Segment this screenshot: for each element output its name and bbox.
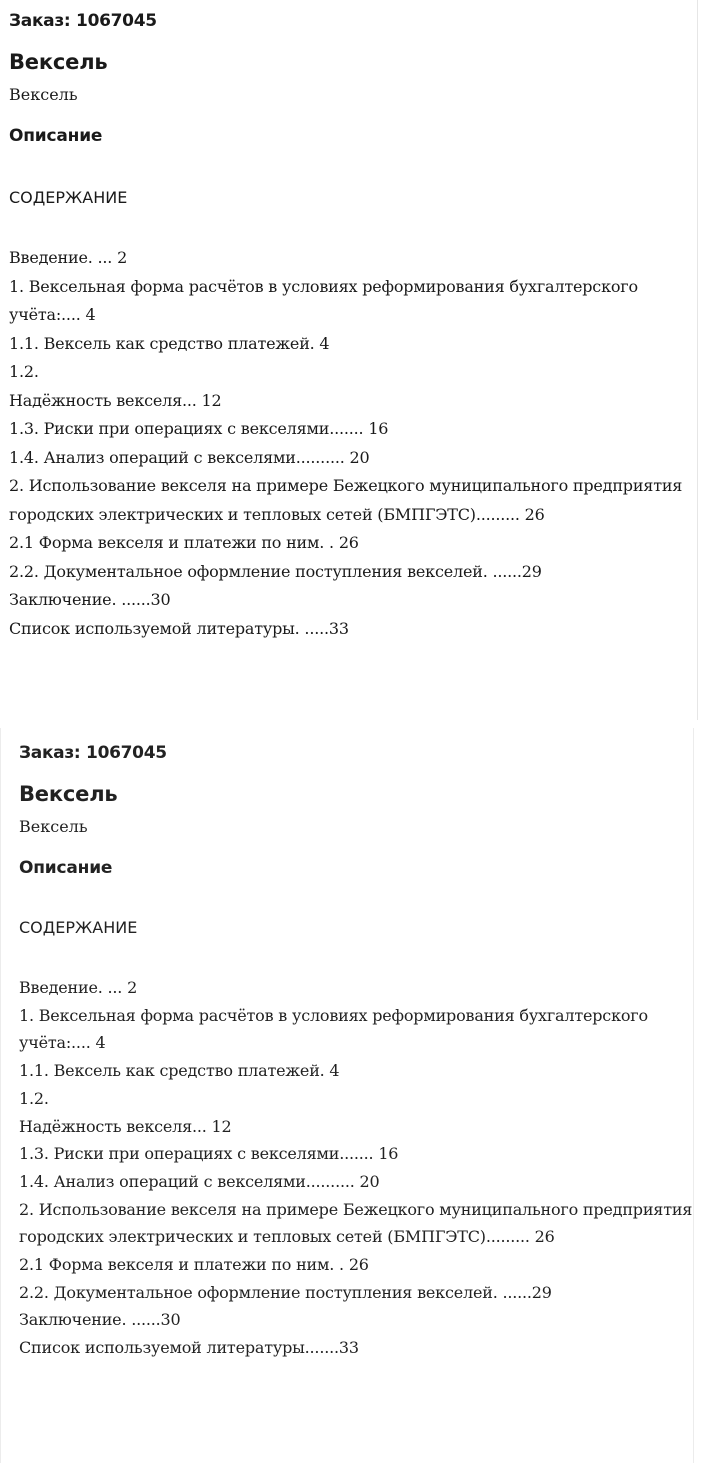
toc-item: 1. Вексельная форма расчётов в условиях реформирования бухгалтерского учёта:.... 4 — [9, 276, 643, 324]
toc-item: 2.1 Форма векселя и платежи по ним. . 26 — [9, 533, 359, 552]
document-subtitle: Вексель — [19, 817, 88, 836]
toc-item: 1.3. Риски при операциях с векселями....... 16 — [9, 419, 389, 438]
table-of-contents — [9, 244, 689, 643]
toc-item: 1. Вексельная форма расчётов в условиях реформирования бухгалтерского учёта:.... 4 — [19, 1005, 653, 1053]
toc-item: Список используемой литературы. .....33 — [9, 618, 349, 638]
document-title: Вексель — [9, 50, 108, 74]
toc-item: 1.2. — [9, 362, 39, 381]
table-of-contents — [19, 974, 698, 1362]
document-card-copy — [0, 728, 698, 1463]
toc-item: 1.4. Анализ операций с векселями.......... 20 — [19, 1171, 380, 1191]
toc-item: 1.3. Риски при операциях с векселями....... 16 — [19, 1144, 399, 1164]
document-subtitle: Вексель — [9, 85, 78, 104]
document-card-primary — [0, 0, 689, 643]
toc-item: 1.1. Вексель как средство платежей. 4 — [19, 1061, 340, 1081]
toc-heading: СОДЕРЖАНИЕ — [19, 918, 138, 937]
order-number: Заказ: 1067045 — [19, 743, 167, 763]
toc-item: 1.1. Вексель как средство платежей. 4 — [9, 333, 330, 353]
toc-item: 2.1 Форма векселя и платежи по ним. . 26 — [19, 1255, 369, 1275]
toc-item: 2. Использование векселя на примере Бежецкого муниципального предприятия городских электрических и тепловых сетей (БМПГЭТС)......... 26 — [19, 1199, 698, 1247]
toc-item: 2.2. Документальное оформление поступления векселей. ......29 — [9, 561, 542, 581]
frame-divider — [697, 0, 698, 720]
toc-item: Заключение. ......30 — [19, 1310, 181, 1330]
order-number: Заказ: 1067045 — [9, 11, 157, 31]
toc-item: Введение. ... 2 — [9, 248, 128, 267]
toc-item: Введение. ... 2 — [19, 978, 138, 997]
toc-item: Список используемой литературы.......33 — [19, 1338, 359, 1358]
toc-heading: СОДЕРЖАНИЕ — [9, 188, 128, 207]
toc-item: 1.2. — [19, 1088, 49, 1108]
document-title: Вексель — [19, 782, 118, 806]
toc-item: Надёжность векселя... 12 — [9, 390, 222, 410]
description-heading: Описание — [9, 126, 103, 146]
toc-item: Заключение. ......30 — [9, 590, 171, 609]
toc-item: Надёжность векселя... 12 — [19, 1116, 232, 1136]
description-heading: Описание — [19, 858, 113, 878]
toc-item: 2. Использование векселя на примере Бежецкого муниципального предприятия городских электрических и тепловых сетей (БМПГЭТС)......... 26 — [9, 476, 688, 524]
toc-item: 2.2. Документальное оформление поступления векселей. ......29 — [19, 1282, 552, 1302]
toc-item: 1.4. Анализ операций с векселями.......... 20 — [9, 447, 370, 467]
